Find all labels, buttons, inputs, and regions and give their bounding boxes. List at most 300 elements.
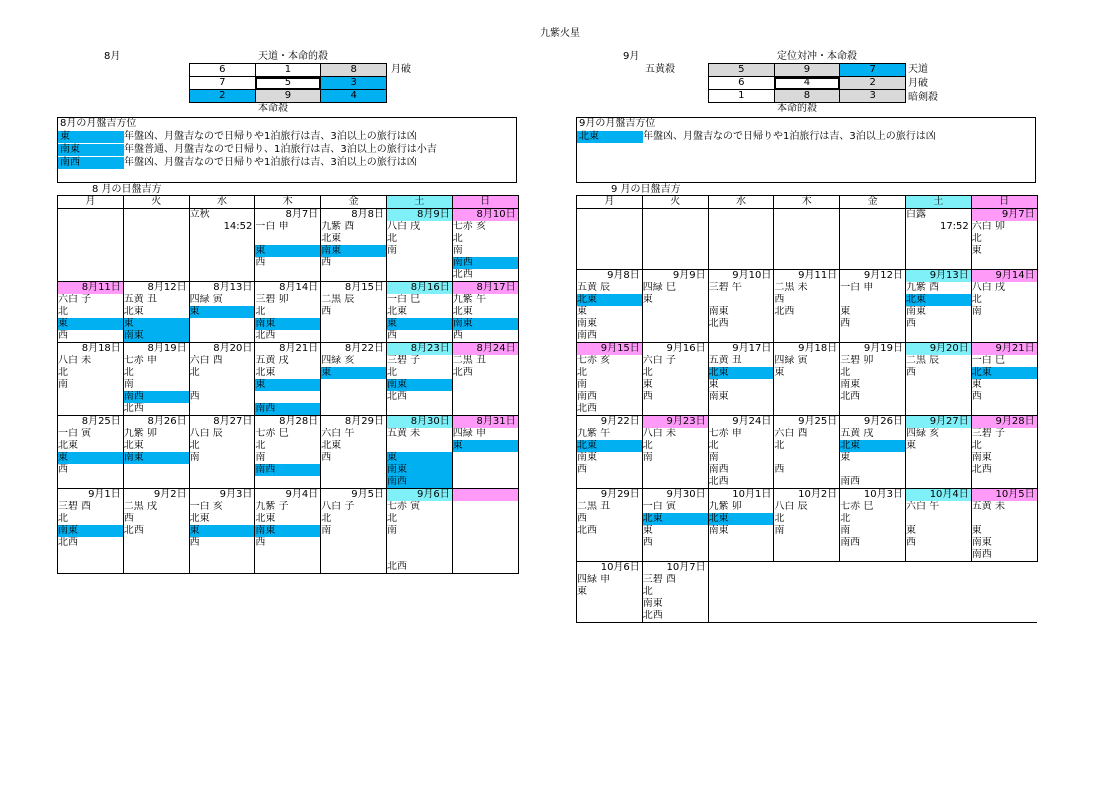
day-star: 七赤 申 [708, 428, 774, 440]
day-star: 一白 巳 [971, 355, 1037, 367]
day-direction [577, 598, 643, 610]
day-direction [642, 306, 708, 318]
day-direction [708, 549, 774, 562]
day-date: 9月22日 [577, 416, 643, 429]
day-star: 一白 申 [840, 282, 906, 294]
day-direction [971, 318, 1037, 330]
day-star: 九紫 卯 [708, 501, 774, 513]
day-direction [840, 464, 906, 476]
day-date: 10月4日 [905, 489, 971, 502]
day-direction: 東 [577, 586, 643, 598]
day-direction [971, 513, 1037, 525]
day-direction [386, 549, 452, 561]
day-direction: 南西 [386, 476, 452, 489]
day-direction: 北 [452, 233, 518, 245]
day-date: 9月25日 [774, 416, 840, 429]
day-direction: 北東 [123, 440, 189, 452]
day-date: 9月14日 [971, 270, 1037, 283]
day-direction [452, 561, 518, 574]
sep-month-label: 9月 [623, 51, 640, 62]
day-star: 三碧 卯 [255, 294, 321, 306]
day-direction [642, 318, 708, 330]
day-star: 六白 酉 [774, 428, 840, 440]
day-direction: 西 [321, 452, 387, 464]
day-direction: 東 [774, 367, 840, 379]
day-direction [905, 233, 971, 245]
day-date: 8月7日 [255, 209, 321, 222]
day-direction: 西 [905, 318, 971, 330]
page-title: 九紫火星 [540, 28, 580, 39]
day-date: 8月27日 [189, 416, 255, 429]
day-star: 四緑 寅 [774, 355, 840, 367]
day-direction: 北東 [840, 440, 906, 452]
day-direction: 南西 [255, 464, 321, 476]
sep-fortune-box [576, 117, 1036, 183]
day-date: 10月1日 [708, 489, 774, 502]
day-date: 9月8日 [577, 270, 643, 283]
sep-sq-4: 4 [774, 77, 840, 90]
day-direction: 南東 [971, 537, 1037, 549]
day-direction: 西 [255, 537, 321, 549]
day-direction [189, 233, 255, 245]
day-date: 9月30日 [642, 489, 708, 502]
day-star: 一白 巳 [386, 294, 452, 306]
day-date: 9月19日 [840, 343, 906, 356]
day-direction [321, 379, 387, 391]
day-direction: 北 [774, 440, 840, 452]
day-direction: 西 [774, 464, 840, 476]
aug-cal-title: 8 月の日盤吉方 [92, 184, 162, 195]
day-date: 8月14日 [255, 282, 321, 295]
sep-square-bottom: 本命的殺 [777, 103, 817, 114]
day-direction: 北 [577, 367, 643, 379]
day-direction [255, 476, 321, 489]
day-direction: 南西 [708, 464, 774, 476]
day-date: 9月2日 [123, 489, 189, 502]
day-date: 10月5日 [971, 489, 1037, 502]
day-direction [58, 549, 124, 561]
day-direction: 南 [123, 379, 189, 391]
day-direction [971, 476, 1037, 489]
day-direction [321, 269, 387, 282]
day-direction: 西 [642, 537, 708, 549]
day-direction: 北 [321, 513, 387, 525]
day-direction [577, 476, 643, 489]
day-date: 9月9日 [642, 270, 708, 283]
weekday-header: 日 [971, 196, 1037, 209]
day-direction [642, 464, 708, 476]
day-date: 8月30日 [386, 416, 452, 429]
day-direction [452, 525, 518, 537]
aug-fortune-text-2: 年盤凶、月盤吉なので日帰りや1泊旅行は吉、3泊以上の旅行は凶 [124, 157, 417, 168]
sep-fortune-title: 9月の月盤吉方位 [579, 118, 656, 129]
sep-fortune-dir-0: 北東 [577, 131, 643, 143]
day-direction [452, 403, 518, 416]
day-date: 8月25日 [58, 416, 124, 429]
day-direction [774, 476, 840, 489]
day-direction: 東 [642, 379, 708, 391]
day-direction: 南 [840, 525, 906, 537]
day-direction [971, 403, 1037, 416]
day-direction: 北 [642, 440, 708, 452]
day-direction: 南 [577, 379, 643, 391]
day-direction [452, 391, 518, 403]
day-direction: 北 [189, 367, 255, 379]
day-star: 四緑 申 [577, 574, 643, 586]
day-direction [708, 245, 774, 257]
day-direction: 南西 [452, 257, 518, 269]
day-date: 8月24日 [452, 343, 518, 356]
day-date: 9月4日 [255, 489, 321, 502]
sep-sq-2: 7 [840, 64, 906, 77]
weekday-header: 木 [774, 196, 840, 209]
day-date: 9月18日 [774, 343, 840, 356]
day-direction [255, 233, 321, 245]
day-star: 七赤 巳 [255, 428, 321, 440]
day-star: 七赤 申 [123, 355, 189, 367]
day-direction [189, 330, 255, 343]
day-direction: 西 [321, 257, 387, 269]
day-star: 八白 未 [642, 428, 708, 440]
day-date [708, 209, 774, 222]
day-direction [386, 403, 452, 416]
sep-square-right-1: 月破 [908, 78, 928, 89]
day-direction: 西 [577, 513, 643, 525]
day-star: 七赤 亥 [577, 355, 643, 367]
day-date: 9月16日 [642, 343, 708, 356]
day-star: 二黒 丑 [577, 501, 643, 513]
day-direction: 北 [58, 513, 124, 525]
day-direction: 東 [642, 294, 708, 306]
day-direction: 東 [971, 245, 1037, 257]
day-direction [58, 476, 124, 489]
day-direction: 北西 [840, 391, 906, 403]
day-date: 9月10日 [708, 270, 774, 283]
aug-fortune-title: 8月の月盤吉方位 [60, 118, 137, 129]
day-direction [642, 403, 708, 416]
day-direction [58, 269, 124, 282]
day-direction: 東 [971, 525, 1037, 537]
day-direction: 南西 [840, 537, 906, 549]
day-direction [189, 549, 255, 561]
day-direction [321, 330, 387, 343]
day-star [774, 221, 840, 233]
day-date: 8月20日 [189, 343, 255, 356]
day-star: 四緑 亥 [321, 355, 387, 367]
weekday-header: 土 [386, 196, 452, 209]
aug-fortune-dir-2: 南西 [58, 157, 124, 169]
day-direction [321, 476, 387, 489]
sep-square-right-2: 暗剣殺 [908, 92, 938, 103]
aug-calendar [57, 195, 519, 574]
day-direction: 東 [905, 440, 971, 452]
day-direction [774, 391, 840, 403]
day-star: 八白 辰 [774, 501, 840, 513]
day-date: 9月5日 [321, 489, 387, 502]
day-direction [642, 233, 708, 245]
day-direction: 南 [708, 452, 774, 464]
day-direction [905, 464, 971, 476]
day-star: 二黒 未 [774, 282, 840, 294]
day-direction: 東 [58, 452, 124, 464]
day-star: 七赤 寅 [386, 501, 452, 513]
day-star [452, 501, 518, 513]
day-direction: 北東 [708, 367, 774, 379]
day-date: 9月20日 [905, 343, 971, 356]
day-direction [774, 549, 840, 562]
day-direction: 北西 [708, 476, 774, 489]
day-direction: 西 [189, 537, 255, 549]
day-direction: 東 [642, 525, 708, 537]
day-direction [58, 257, 124, 269]
day-star: 五黄 未 [386, 428, 452, 440]
day-date: 9月6日 [386, 489, 452, 502]
day-direction [452, 464, 518, 476]
day-star: 五黄 辰 [577, 282, 643, 294]
aug-sq-3: 7 [190, 77, 256, 90]
day-date: 8月9日 [386, 209, 452, 222]
day-direction: 南東 [58, 525, 124, 537]
day-direction: 北 [386, 513, 452, 525]
aug-square-title: 天道・本命的殺 [258, 51, 328, 62]
day-direction: 北西 [577, 525, 643, 537]
day-direction: 南 [321, 525, 387, 537]
aug-fortune-row-2 [58, 157, 417, 169]
aug-sq-0: 6 [190, 64, 256, 77]
day-date: 9月29日 [577, 489, 643, 502]
day-star: 一白 亥 [189, 501, 255, 513]
sep-square [708, 63, 906, 103]
day-date: 8月17日 [452, 282, 518, 295]
day-star: 五黄 未 [971, 501, 1037, 513]
day-direction: 北 [708, 440, 774, 452]
day-star: 三碧 子 [971, 428, 1037, 440]
day-star: 八白 子 [321, 501, 387, 513]
day-date [123, 209, 189, 222]
day-direction [123, 257, 189, 269]
day-star: 八白 戌 [971, 282, 1037, 294]
sep-fortune-text-0: 年盤凶、月盤吉なので日帰りや1泊旅行は吉、3泊以上の旅行は凶 [643, 131, 936, 142]
day-direction: 西 [58, 464, 124, 476]
day-direction: 北 [386, 367, 452, 379]
day-direction [123, 245, 189, 257]
day-direction: 西 [642, 391, 708, 403]
aug-sq-1: 1 [255, 64, 321, 77]
day-direction: 南東 [840, 379, 906, 391]
day-direction: 東 [386, 452, 452, 464]
day-direction [708, 294, 774, 306]
day-direction: 東 [321, 367, 387, 379]
day-date: 9月21日 [971, 343, 1037, 356]
day-direction [774, 403, 840, 416]
day-star: 五黄 丑 [708, 355, 774, 367]
day-star [123, 221, 189, 233]
day-direction [123, 476, 189, 489]
day-direction [123, 537, 189, 549]
day-direction [840, 233, 906, 245]
day-direction: 北東 [577, 440, 643, 452]
day-direction [321, 318, 387, 330]
day-direction [189, 257, 255, 269]
day-direction [840, 549, 906, 562]
day-star: 六白 卯 [971, 221, 1037, 233]
day-direction: 西 [452, 330, 518, 343]
sep-square-right-0: 天道 [908, 64, 928, 75]
day-direction: 東 [255, 245, 321, 257]
day-star: 八白 未 [58, 355, 124, 367]
day-date: 10月2日 [774, 489, 840, 502]
day-direction: 北西 [971, 464, 1037, 476]
aug-square [189, 63, 387, 103]
day-direction [642, 549, 708, 562]
day-star: 五黄 戌 [840, 428, 906, 440]
day-date: 8月16日 [386, 282, 452, 295]
day-direction [255, 549, 321, 561]
day-direction [642, 330, 708, 343]
day-direction [774, 452, 840, 464]
day-direction [905, 257, 971, 270]
day-direction: 北 [255, 306, 321, 318]
day-direction [189, 464, 255, 476]
day-star: 四緑 寅 [189, 294, 255, 306]
day-direction: 北東 [58, 440, 124, 452]
day-date: 8月26日 [123, 416, 189, 429]
day-direction [123, 233, 189, 245]
day-date: 8月21日 [255, 343, 321, 356]
day-date: 9月24日 [708, 416, 774, 429]
day-direction [840, 330, 906, 343]
day-date: 8月19日 [123, 343, 189, 356]
day-direction: 北 [642, 367, 708, 379]
day-direction: 南 [189, 452, 255, 464]
day-star: 九紫 午 [577, 428, 643, 440]
day-direction: 南東 [386, 464, 452, 476]
day-direction: 西 [321, 306, 387, 318]
day-star [58, 221, 124, 233]
aug-fortune-dir-1: 南東 [58, 144, 124, 156]
day-star: 六白 子 [58, 294, 124, 306]
sep-sq-8: 3 [840, 90, 906, 103]
day-direction: 南東 [642, 598, 708, 610]
day-direction: 南東 [255, 318, 321, 330]
day-direction [452, 549, 518, 561]
day-direction: 北西 [58, 537, 124, 549]
day-date: 10月6日 [577, 562, 643, 575]
day-date: 白露 [905, 209, 971, 222]
sep-calendar [576, 195, 1038, 623]
day-direction [452, 452, 518, 464]
aug-sq-6: 2 [190, 90, 256, 103]
day-direction: 北 [971, 294, 1037, 306]
day-direction: 東 [971, 379, 1037, 391]
sep-sq-6: 1 [709, 90, 775, 103]
day-star: 二黒 辰 [321, 294, 387, 306]
day-direction [58, 245, 124, 257]
day-direction: 南西 [577, 330, 643, 343]
day-direction: 北西 [642, 610, 708, 623]
day-direction: 北東 [577, 294, 643, 306]
day-direction [58, 403, 124, 416]
day-date: 9月11日 [774, 270, 840, 283]
day-star: 八白 辰 [189, 428, 255, 440]
day-date: 10月3日 [840, 489, 906, 502]
day-direction [386, 440, 452, 452]
day-date: 8月11日 [58, 282, 124, 295]
day-direction [774, 257, 840, 270]
day-direction [971, 257, 1037, 270]
day-direction: 南 [774, 525, 840, 537]
day-star: 一白 申 [255, 221, 321, 233]
day-direction: 西 [774, 294, 840, 306]
day-direction: 南西 [255, 403, 321, 416]
day-direction [905, 330, 971, 343]
day-direction [577, 610, 643, 623]
day-direction: 南東 [123, 452, 189, 464]
aug-sq-8: 4 [321, 90, 387, 103]
aug-fortune-row-0 [58, 131, 417, 143]
day-direction: 東 [708, 379, 774, 391]
day-star: 九紫 午 [452, 294, 518, 306]
day-direction [321, 537, 387, 549]
day-direction [577, 233, 643, 245]
day-direction [905, 476, 971, 489]
day-direction [905, 379, 971, 391]
day-direction: 南東 [452, 318, 518, 330]
day-direction [452, 476, 518, 489]
day-direction [189, 379, 255, 391]
day-direction [642, 476, 708, 489]
day-direction: 南東 [708, 391, 774, 403]
day-star: 二黒 戌 [123, 501, 189, 513]
day-direction: 南 [255, 452, 321, 464]
day-date: 8月23日 [386, 343, 452, 356]
day-direction [708, 537, 774, 549]
day-date [840, 209, 906, 222]
sep-square-left: 五黄殺 [645, 64, 675, 75]
day-direction: 南西 [577, 391, 643, 403]
day-direction: 東 [452, 440, 518, 452]
day-direction [905, 549, 971, 562]
aug-fortune-text-0: 年盤凶、月盤吉なので日帰りや1泊旅行は吉、3泊以上の旅行は凶 [124, 131, 417, 142]
day-star: 四緑 申 [452, 428, 518, 440]
day-star [642, 221, 708, 233]
day-star: 六白 子 [642, 355, 708, 367]
day-direction [123, 549, 189, 561]
day-direction: 北 [971, 440, 1037, 452]
day-direction: 西 [255, 257, 321, 269]
day-direction: 南東 [321, 245, 387, 257]
day-direction: 南 [971, 306, 1037, 318]
day-star: 四緑 亥 [905, 428, 971, 440]
day-direction [577, 549, 643, 562]
day-direction: 南西 [840, 476, 906, 489]
day-date: 9月7日 [971, 209, 1037, 222]
day-date [452, 489, 518, 502]
day-direction [577, 257, 643, 270]
day-direction: 西 [189, 391, 255, 403]
day-star: 八白 戌 [386, 221, 452, 233]
day-direction: 西 [905, 367, 971, 379]
day-direction: 東 [189, 525, 255, 537]
day-direction [577, 245, 643, 257]
day-direction [189, 403, 255, 416]
day-direction: 西 [123, 513, 189, 525]
weekday-header: 火 [123, 196, 189, 209]
day-direction: 東 [255, 379, 321, 391]
day-direction: 南 [642, 452, 708, 464]
day-star: 二黒 丑 [452, 355, 518, 367]
day-date: 8月22日 [321, 343, 387, 356]
